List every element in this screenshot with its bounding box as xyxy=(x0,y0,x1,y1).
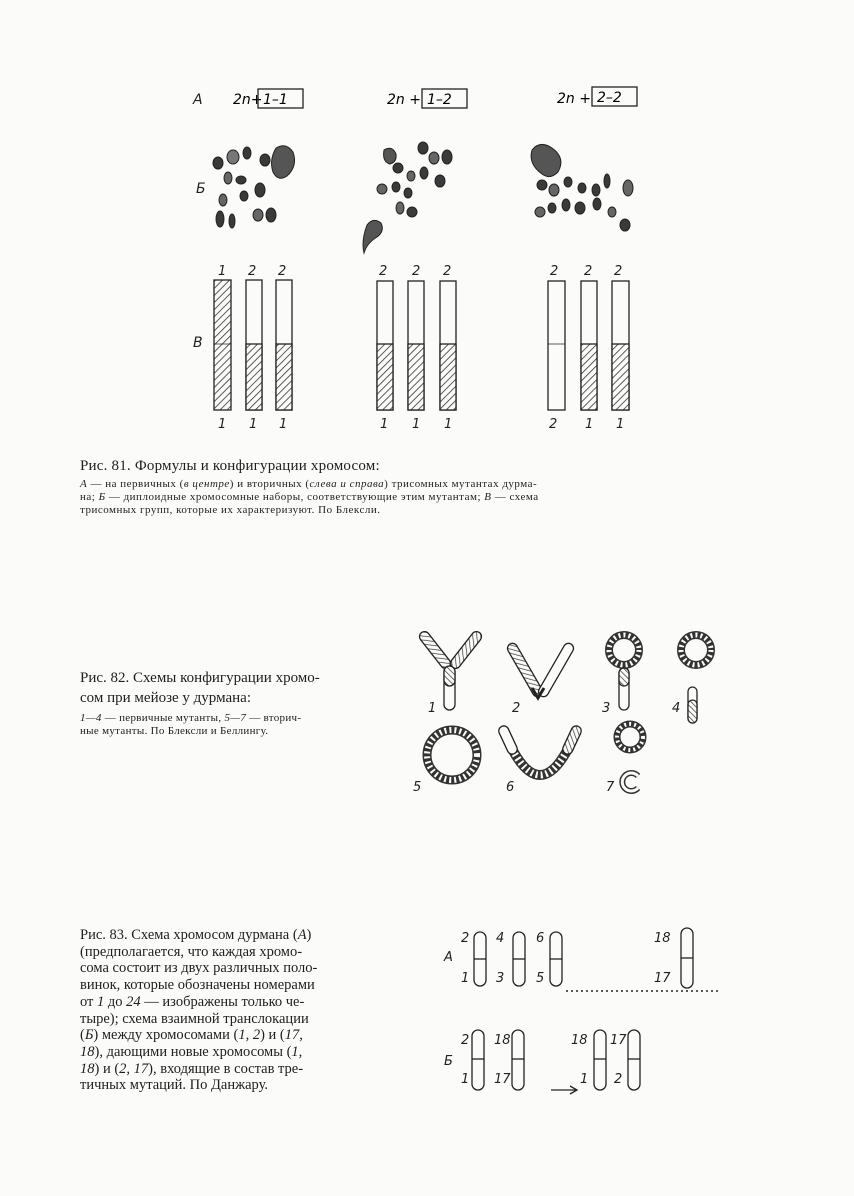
fig83-panel-label-a: А xyxy=(444,950,453,965)
caption-italic-segment: 17, xyxy=(284,1027,303,1044)
formula-prefix: 2n+ xyxy=(233,92,263,108)
chromosome-bottom-label: 1 xyxy=(585,417,594,432)
label: 5 xyxy=(536,971,545,986)
caption-segment: ), дающими новые хромосомы ( xyxy=(94,1043,292,1060)
label: 18 xyxy=(571,1033,588,1048)
caption-line xyxy=(80,994,425,1011)
caption-line xyxy=(80,725,400,738)
formula-box-text: 1–1 xyxy=(263,92,288,108)
label: 1 xyxy=(461,1072,470,1087)
caption-italic-segment: Б xyxy=(98,491,106,503)
caption-line xyxy=(80,491,740,504)
caption-segment: от xyxy=(80,993,98,1010)
caption-italic-segment: слева и справа xyxy=(309,478,385,490)
formula-prefix: 2n + xyxy=(387,92,421,108)
caption-line xyxy=(80,1077,425,1094)
fig81-panel-label-b: Б xyxy=(196,181,206,197)
caption-italic-segment: 1—4 xyxy=(80,712,102,724)
meiosis-config-7 xyxy=(617,724,643,791)
fig83-panel-label-b: Б xyxy=(444,1054,453,1069)
caption-line xyxy=(80,960,425,977)
fig81-caption-body xyxy=(80,478,740,517)
chromosome-top-label: 2 xyxy=(248,264,257,279)
chromosome-b-1-18 xyxy=(594,1030,606,1090)
caption-italic-segment: А xyxy=(80,478,88,490)
config-number: 2 xyxy=(512,701,521,716)
caption-line xyxy=(80,1061,425,1078)
caption-line xyxy=(80,1044,425,1061)
chromosome-b-17-18 xyxy=(512,1030,524,1090)
caption-italic-segment: 1, 2 xyxy=(238,1027,261,1044)
caption-segment: трисомных групп, которые их характеризуют. По Блексли. xyxy=(80,504,381,516)
fig81-formula-2 xyxy=(387,89,467,108)
config-number: 6 xyxy=(506,780,515,795)
label: 17 xyxy=(654,971,671,986)
label: 17 xyxy=(494,1072,511,1087)
label: 18 xyxy=(654,931,671,946)
chromosome-bottom-label: 2 xyxy=(549,417,558,432)
caption-italic-segment: 2, 17 xyxy=(119,1060,149,1077)
formula-box-text: 2–2 xyxy=(597,90,622,106)
caption-line xyxy=(80,478,740,491)
formula-prefix: 2n + xyxy=(557,91,591,107)
caption-segment: — на первичных ( xyxy=(87,478,184,490)
caption-segment: ) трисомных мутантах дурма- xyxy=(384,478,538,490)
chromosome-bottom-label: 1 xyxy=(444,417,453,432)
fig82-caption-body xyxy=(80,712,400,738)
trisomic-group-2 xyxy=(377,264,456,432)
trisomic-group-3 xyxy=(548,264,629,432)
caption-segment: на; xyxy=(80,491,99,503)
caption-segment: ) и ( xyxy=(260,1027,285,1044)
caption-segment: ), входящие в состав тре- xyxy=(148,1060,304,1077)
caption-line xyxy=(80,1027,425,1044)
config-number: 3 xyxy=(602,701,611,716)
config-number: 1 xyxy=(428,701,437,716)
caption-line xyxy=(80,712,400,725)
label: 3 xyxy=(496,971,505,986)
config-number: 5 xyxy=(413,780,422,795)
chromosome-set-1 xyxy=(213,146,295,228)
fig82-caption xyxy=(80,668,400,738)
chromosome-top-label: 2 xyxy=(443,264,452,279)
fig81-formula-3 xyxy=(557,87,637,107)
label: 17 xyxy=(610,1033,627,1048)
meiosis-config-2 xyxy=(506,642,576,699)
chromosome-top-label: 2 xyxy=(550,264,559,279)
caption-italic-segment: 1, xyxy=(291,1043,303,1060)
caption-line: сом при мейозе у дурмана: xyxy=(80,690,251,706)
fig81-caption-title: Рис. 81. Формулы и конфигурации хромосом: xyxy=(80,458,380,474)
caption-segment: ( xyxy=(80,1027,85,1044)
label: 1 xyxy=(580,1072,589,1087)
label: 4 xyxy=(496,931,505,946)
caption-segment: — схема xyxy=(491,491,539,503)
caption-line xyxy=(80,927,425,944)
caption-line xyxy=(80,977,425,994)
caption-italic-segment: В xyxy=(484,491,492,503)
chromosome-bottom-label: 1 xyxy=(380,417,389,432)
caption-italic-segment: А xyxy=(297,927,307,943)
caption-segment: (предполагается, что каждая хромо- xyxy=(80,943,303,960)
caption-segment: — первичные мутанты, xyxy=(101,712,225,724)
caption-segment: ) xyxy=(306,927,312,943)
caption-italic-segment: 18 xyxy=(80,1060,95,1077)
caption-segment: — диплоидные хромосомные наборы, соответствующие этим мутантам; xyxy=(105,491,485,503)
caption-line xyxy=(80,944,425,961)
chromosome-bottom-label: 1 xyxy=(616,417,625,432)
fig81-formula-1 xyxy=(233,89,303,108)
chromosome-bottom-label: 1 xyxy=(249,417,258,432)
label: 2 xyxy=(461,931,470,946)
chromosome-top-label: 1 xyxy=(218,264,227,279)
caption-line xyxy=(80,1011,425,1028)
config-number: 4 xyxy=(672,701,681,716)
caption-segment: тыре); схема взаимной транслокации xyxy=(80,1010,309,1027)
caption-segment: — вторич- xyxy=(246,712,302,724)
label: 6 xyxy=(536,931,545,946)
chromosome-bar xyxy=(214,280,231,410)
chromosome-bottom-label: 1 xyxy=(279,417,288,432)
caption-segment: сома состоит из двух различных поло- xyxy=(80,960,318,977)
meiosis-config-3 xyxy=(609,635,639,710)
caption-segment: ные мутанты. По Блексли и Беллингу. xyxy=(80,725,269,737)
label: 18 xyxy=(494,1033,511,1048)
formula-box-text: 1–2 xyxy=(427,92,452,108)
meiosis-config-5 xyxy=(427,730,477,780)
chromosome-top-label: 2 xyxy=(412,264,421,279)
caption-line xyxy=(80,504,740,517)
caption-italic-segment: 5—7 xyxy=(224,712,247,724)
caption-italic-segment: 24 xyxy=(126,993,141,1010)
label: 1 xyxy=(461,971,470,986)
chromosome-top-label: 2 xyxy=(584,264,593,279)
caption-segment: ) между хромосомами ( xyxy=(93,1027,239,1044)
caption-segment: — изображены только че- xyxy=(140,993,305,1010)
chromosome-bottom-label: 1 xyxy=(218,417,227,432)
fig81-panel-label-a: А xyxy=(193,92,203,108)
arrow-icon xyxy=(551,1086,577,1094)
figure-83-drawing xyxy=(443,928,720,1094)
caption-segment: ) и вторичных ( xyxy=(229,478,310,490)
chromosome-top-label: 2 xyxy=(379,264,388,279)
meiosis-config-4 xyxy=(681,635,711,723)
caption-italic-segment: в центре xyxy=(183,478,230,490)
trisomic-group-1 xyxy=(214,264,292,432)
chromosome-bar xyxy=(548,281,565,410)
chromosome-bottom-label: 1 xyxy=(412,417,421,432)
label: 2 xyxy=(614,1072,623,1087)
chromosome-b-1-2 xyxy=(472,1030,484,1090)
caption-italic-segment: 1 xyxy=(97,993,105,1010)
fig83-caption xyxy=(80,927,425,1094)
meiosis-config-1 xyxy=(418,630,484,710)
caption-segment: тичных мутаций. По Данжару. xyxy=(80,1077,269,1094)
figure-82-drawing xyxy=(413,630,711,795)
caption-segment: Рис. 83. Схема хромосом дурмана ( xyxy=(80,927,298,943)
meiosis-config-6 xyxy=(497,724,583,775)
chromosome-top-label: 2 xyxy=(278,264,287,279)
chromosome-b-2-17 xyxy=(628,1030,640,1090)
label: 2 xyxy=(461,1033,470,1048)
caption-italic-segment: 18 xyxy=(80,1043,95,1060)
config-number: 7 xyxy=(606,780,615,795)
chromosome-set-2 xyxy=(363,142,452,253)
caption-segment: до xyxy=(104,993,127,1010)
chromosome-set-3 xyxy=(531,144,633,231)
caption-segment: винок, которые обозначены номерами xyxy=(80,977,315,994)
caption-line: Рис. 82. Схемы конфигурации хромо- xyxy=(80,670,320,686)
caption-segment: ) и ( xyxy=(94,1060,120,1077)
chromosome-top-label: 2 xyxy=(614,264,623,279)
fig81-panel-label-c: В xyxy=(193,335,203,351)
caption-italic-segment: Б xyxy=(84,1027,94,1044)
